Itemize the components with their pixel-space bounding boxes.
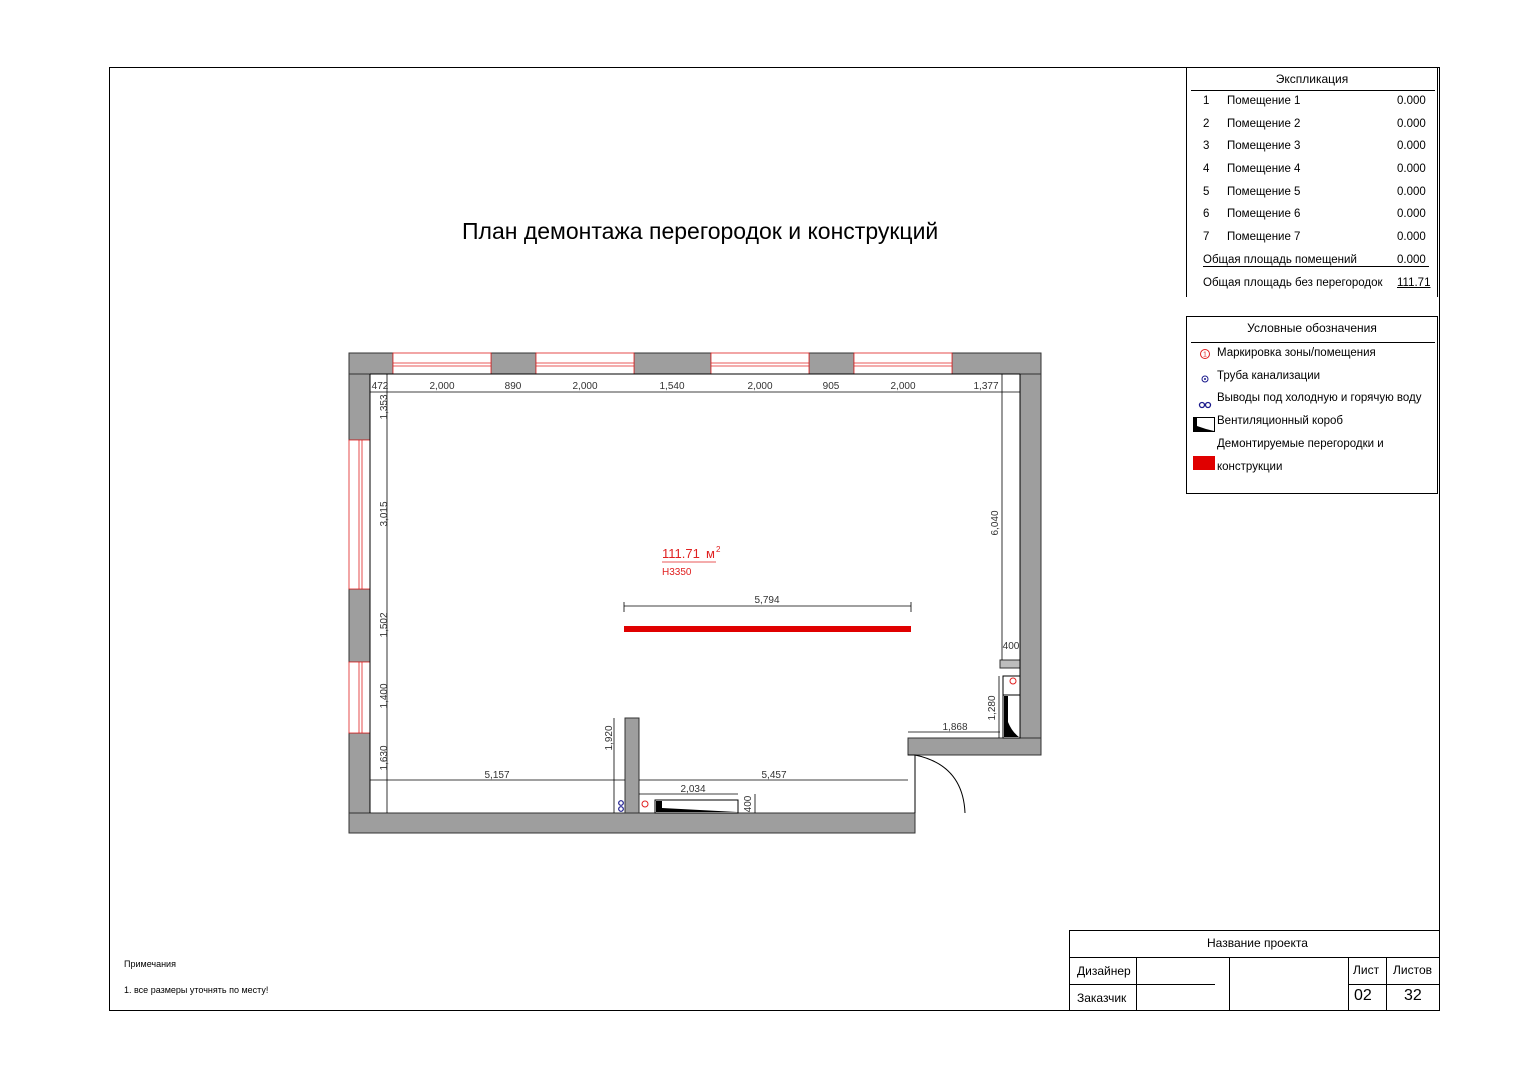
- dim-label: 2,000: [572, 381, 598, 392]
- entrance-door: [908, 755, 965, 813]
- explication-row-num: 5: [1203, 186, 1210, 198]
- legend-label-demolition-2: конструкции: [1217, 461, 1283, 473]
- legend-label-sewer: Труба канализации: [1217, 370, 1321, 382]
- explication-row-area: 0.000: [1397, 208, 1426, 220]
- dim-label: 472: [371, 381, 389, 392]
- notes-header: Примечания: [124, 959, 176, 969]
- dim-label: 1,280: [987, 695, 998, 721]
- dim-label: 5,157: [484, 770, 510, 781]
- dim-label: 2,000: [747, 381, 773, 392]
- explication-row-num: 4: [1203, 163, 1210, 175]
- stamp-sheet-value: 02: [1354, 987, 1372, 1004]
- explication-row-num: 2: [1203, 118, 1210, 130]
- windows: [349, 353, 952, 733]
- legend-header: Условные обозначения: [1247, 321, 1377, 335]
- dim-label: 1,540: [659, 381, 685, 392]
- stamp-sheets-value: 32: [1404, 987, 1422, 1004]
- explication-header: Экспликация: [1275, 72, 1349, 86]
- dim-label: 6,040: [990, 510, 1001, 536]
- area-value: 111.71: [662, 546, 700, 561]
- explication-row-num: 1: [1203, 95, 1210, 107]
- dim-label: 1,920: [604, 725, 615, 751]
- dim-label: 1,502: [379, 612, 390, 638]
- explication-row-area: 0.000: [1397, 140, 1426, 152]
- ceiling-height: Н3350: [662, 567, 692, 578]
- dim-label: 890: [504, 381, 522, 392]
- stamp-divider: [1348, 984, 1440, 985]
- explication-row-num: 3: [1203, 140, 1210, 152]
- stamp-divider: [1069, 957, 1440, 958]
- legend-label-demolition-1: Демонтируемые перегородки и: [1217, 438, 1384, 450]
- dim-label: 5,794: [754, 595, 780, 606]
- explication-gross-value: 111.71: [1397, 277, 1431, 289]
- dim-label: 400: [1002, 641, 1020, 652]
- stamp-divider: [1229, 957, 1230, 1011]
- explication-row-name: Помещение 3: [1227, 140, 1301, 152]
- stamp-client-label: Заказчик: [1077, 991, 1127, 1005]
- stamp-designer-label: Дизайнер: [1077, 964, 1131, 978]
- explication-row-name: Помещение 2: [1227, 118, 1301, 130]
- explication-row-area: 0.000: [1397, 186, 1426, 198]
- explication-total-value: 0.000: [1397, 254, 1426, 266]
- dim-label: 2,000: [890, 381, 916, 392]
- dim-label: 1,630: [379, 745, 390, 771]
- explication-row-name: Помещение 5: [1227, 186, 1301, 198]
- notes-line: 1. все размеры уточнять по месту!: [124, 985, 269, 995]
- explication-row-name: Помещение 6: [1227, 208, 1301, 220]
- area-label: [662, 545, 721, 578]
- dim-label: 1,353: [379, 394, 390, 420]
- stamp-left-border: [1069, 930, 1070, 1011]
- stamp-sheets-label: Листов: [1393, 963, 1432, 977]
- area-unit: м: [706, 546, 715, 561]
- legend-label-vent: Вентиляционный короб: [1217, 415, 1343, 427]
- explication-row-name: Помещение 7: [1227, 231, 1301, 243]
- legend-label-zone: Маркировка зоны/помещения: [1217, 347, 1376, 359]
- explication-total-label: Общая площадь помещений: [1203, 254, 1357, 266]
- area-exponent: 2: [716, 545, 721, 554]
- dim-label: 1,377: [973, 381, 999, 392]
- page-title: План демонтажа перегородок и конструкций: [462, 218, 939, 244]
- stamp-sheet-label: Лист: [1353, 963, 1380, 977]
- dim-label: 905: [822, 381, 840, 392]
- explication-row-num: 6: [1203, 208, 1210, 220]
- demolition-partition: [624, 626, 911, 632]
- dim-label: 1,868: [942, 722, 968, 733]
- explication-row-area: 0.000: [1397, 118, 1426, 130]
- dim-label: 5,457: [761, 770, 787, 781]
- dim-label: 400: [743, 795, 754, 813]
- explication-row-area: 0.000: [1397, 163, 1426, 175]
- dim-label: 2,034: [680, 784, 706, 795]
- dim-label: 1,400: [379, 683, 390, 709]
- legend-label-water: Выводы под холодную и горячую воду: [1217, 392, 1422, 404]
- svg-text:1: 1: [1203, 351, 1207, 359]
- explication-row-name: Помещение 1: [1227, 95, 1301, 107]
- explication-gross-label: Общая площадь без перегородок: [1203, 277, 1383, 289]
- explication-row-area: 0.000: [1397, 95, 1426, 107]
- dim-label: 2,000: [429, 381, 455, 392]
- stamp-project-name: Название проекта: [1207, 936, 1308, 950]
- stamp-divider: [1069, 984, 1215, 985]
- stamp-top-border: [1069, 930, 1440, 931]
- explication-row-name: Помещение 4: [1227, 163, 1301, 175]
- explication-row-area: 0.000: [1397, 231, 1426, 243]
- explication-row-num: 7: [1203, 231, 1210, 243]
- exterior-walls: [349, 353, 1041, 833]
- dim-label: 3,015: [379, 501, 390, 527]
- water-outlets-icon: [619, 801, 624, 812]
